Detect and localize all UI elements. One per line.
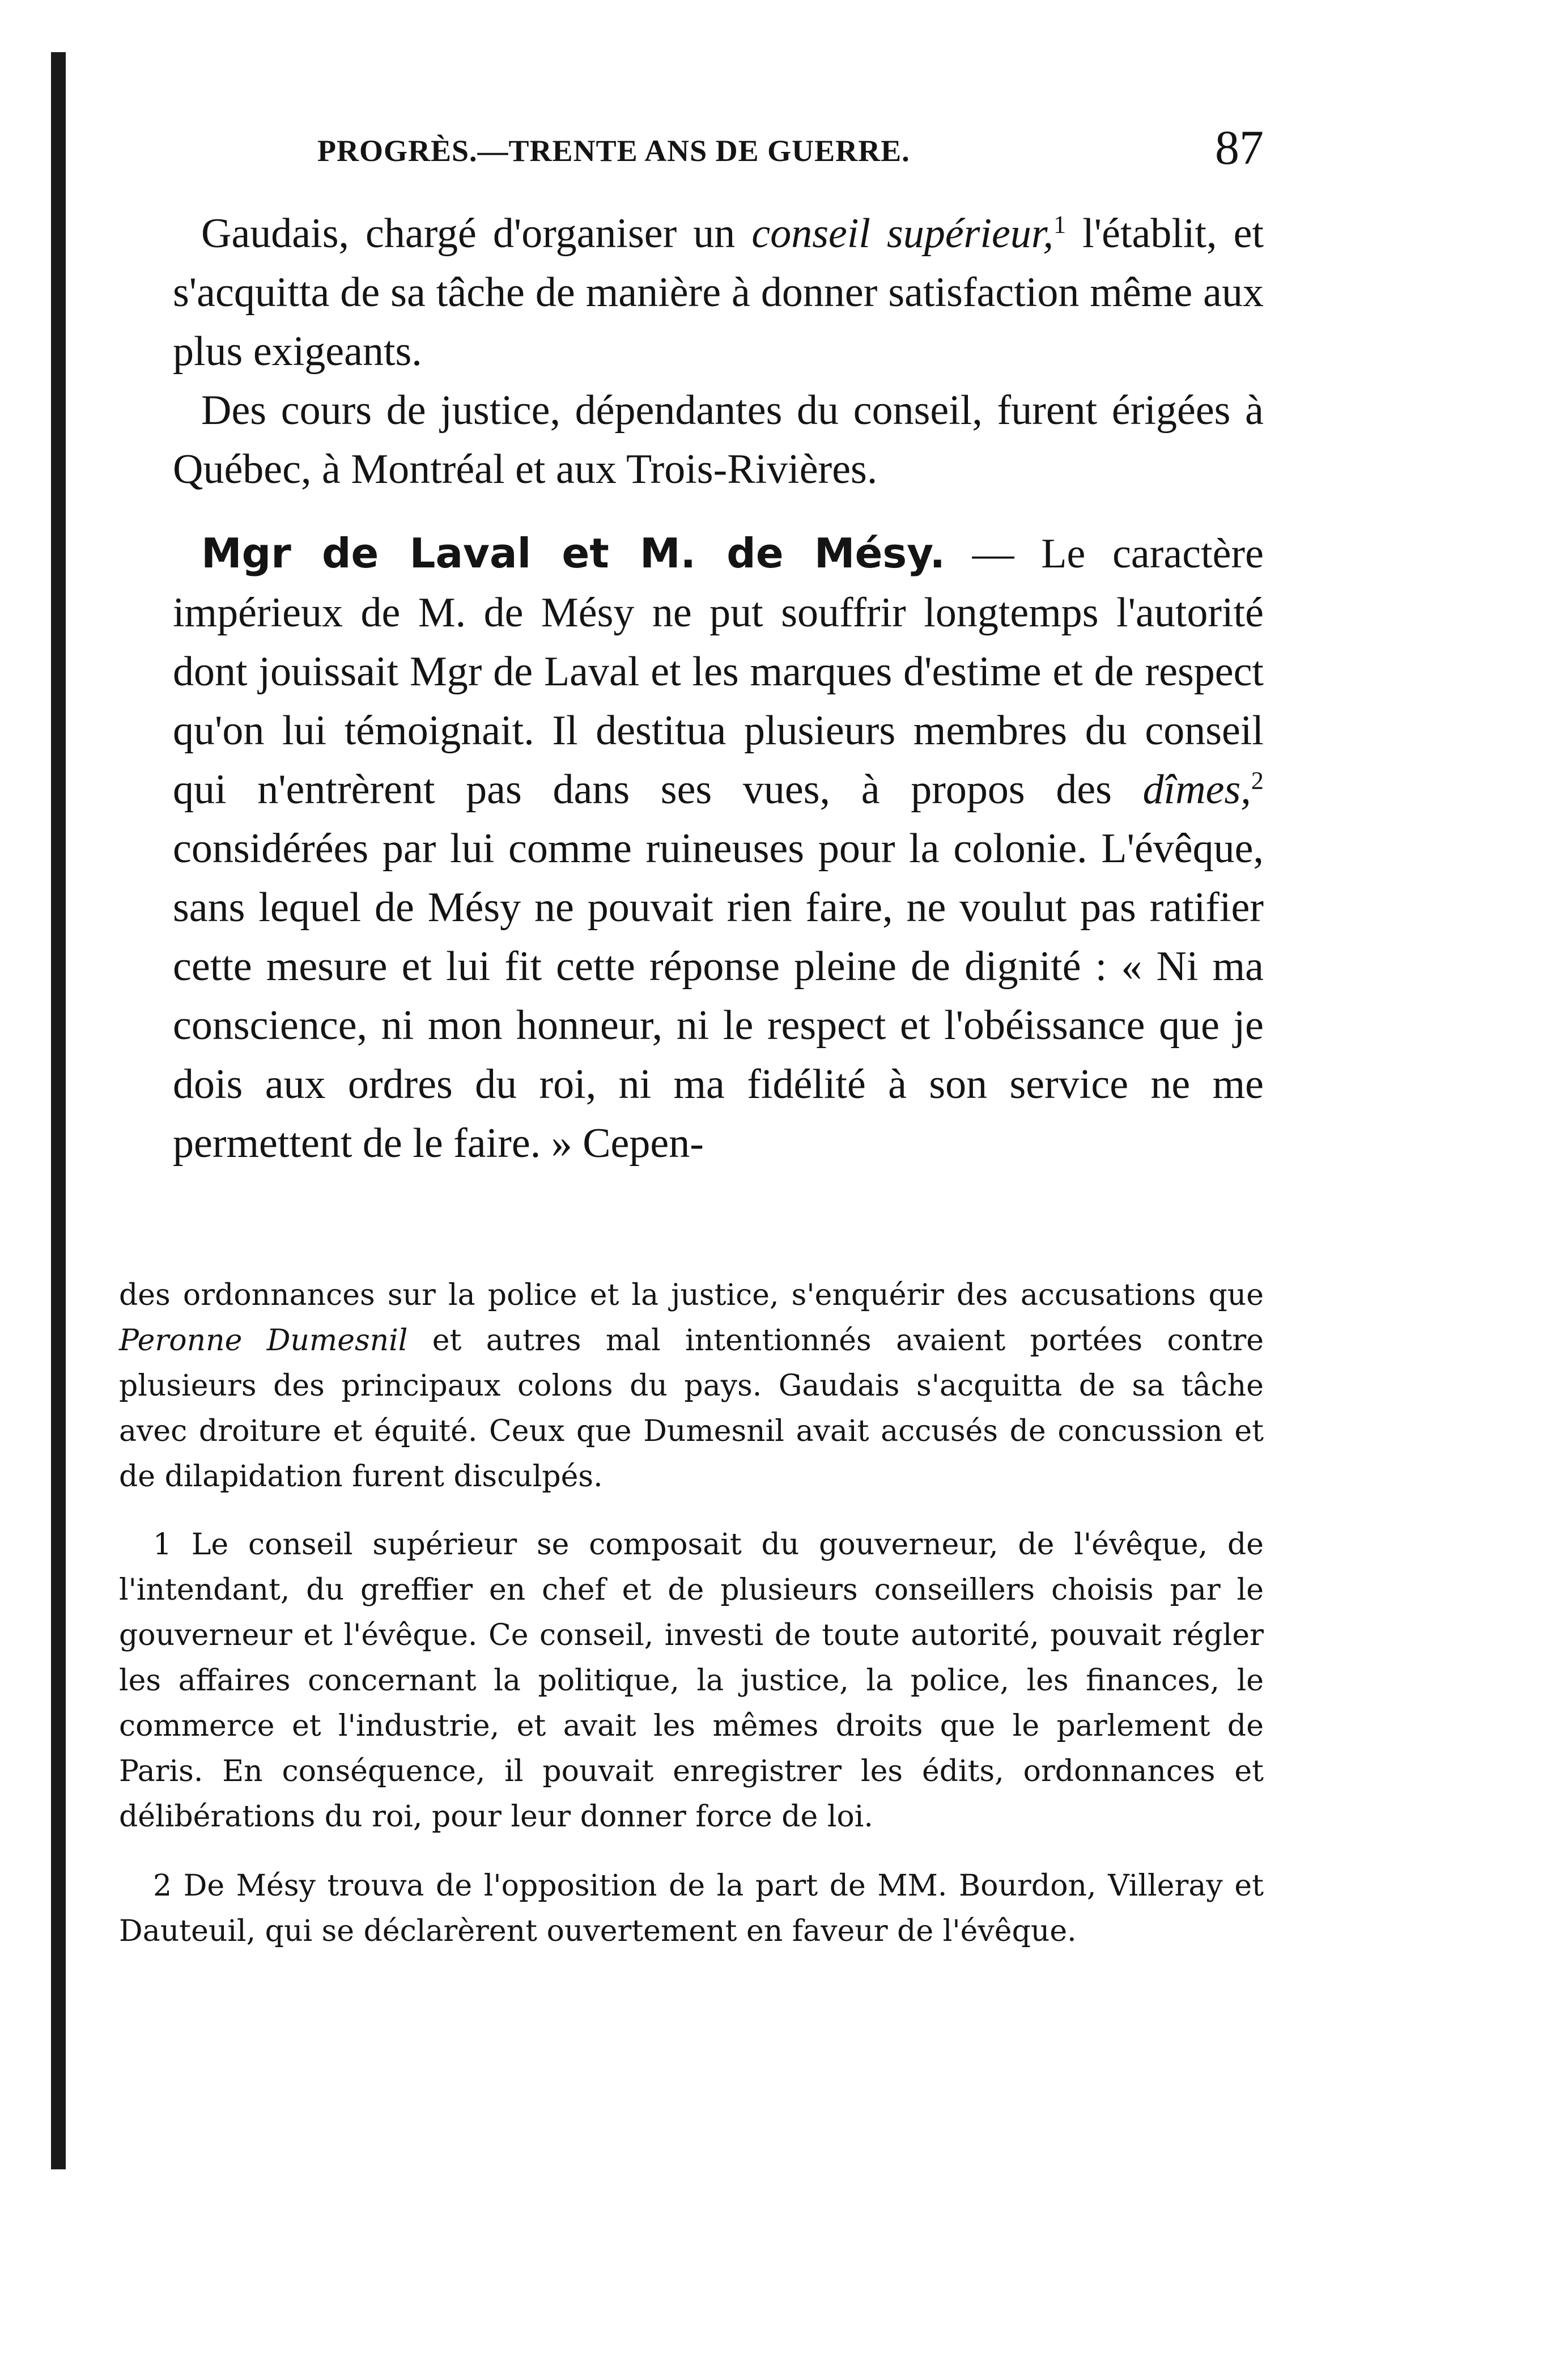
section-heading: Mgr de Laval et M. de Mésy.: [201, 529, 945, 577]
footnote-text: des ordonnances sur la police et la justice, s'enquérir des accusations que: [119, 1278, 1264, 1312]
footnote-2: [119, 1863, 1264, 1954]
page-edge-bar: [51, 52, 66, 2169]
footnote-number: 2: [153, 1869, 172, 1903]
paragraph-text: considérées par lui comme ruineuses pour la colonie. L'évêque, sans lequel de Mésy ne pouvait rien faire, ne voulut pas ratifier cette mesure et lui fit cette réponse pleine de dignité : « Ni ma conscience, ni mon honneur, ni le respect et l'obéissance que je dois aux ordres du roi, ni ma fidélité à son service ne me permettent de le faire. » Cepen-: [173, 825, 1264, 1167]
paragraph-laval-mesy: [173, 524, 1264, 1173]
paragraph-text: l'établit, et s'acquitta de sa tâche de manière à donner satisfaction même aux plus exigeants.: [173, 210, 1264, 375]
footnote-continued: [119, 1273, 1264, 1499]
footnotes: [119, 1273, 1264, 1954]
emphasis-dimes: dîmes,: [1142, 766, 1251, 813]
main-text: [173, 204, 1264, 1173]
footnote-ref-1: 1: [1053, 210, 1066, 239]
footnote-text: et autres mal intentionnés avaient portées contre plusieurs des principaux colons du pays. Gaudais s'acquitta de sa tâche avec droiture et équité. Ceux que Dumesnil avait accusés de concussion et de dilapidation furent disculpés.: [119, 1324, 1264, 1494]
emphasis-peronne-dumesnil: Peronne Dumesnil: [119, 1324, 408, 1358]
page-number: 87: [1215, 120, 1264, 175]
running-head: PROGRÈS.—TRENTE ANS DE GUERRE.: [317, 134, 910, 168]
footnote-ref-2: 2: [1251, 766, 1264, 795]
emphasis-conseil-superieur: conseil supérieur,: [751, 210, 1053, 257]
paragraph-gaudais: [173, 204, 1264, 381]
paragraph-text: — Le caractère impérieux de M. de Mésy ne put souffrir longtemps l'autorité dont jouissait Mgr de Laval et les marques d'estime et de respect qu'on lui témoignait. Il destitua plusieurs membres du conseil qui n'entrèrent pas dans ses vues, à propos des: [173, 531, 1264, 813]
footnote-1: [119, 1522, 1264, 1839]
footnote-text: De Mésy trouva de l'opposition de la part de MM. Bourdon, Villeray et Dauteuil, qui se déclarèrent ouvertement en faveur de l'évêque.: [119, 1869, 1264, 1948]
paragraph-cours-de-justice: Des cours de justice, dépendantes du conseil, furent érigées à Québec, à Montréal et aux Trois-Rivières.: [173, 387, 1264, 493]
page-header: [306, 116, 1264, 179]
footnote-number: 1: [153, 1528, 172, 1562]
paragraph-text: Gaudais, chargé d'organiser un: [201, 210, 752, 257]
footnote-text: Le conseil supérieur se composait du gouverneur, de l'évêque, de l'intendant, du greffier en chef et de plusieurs conseillers choisis par le gouverneur et l'évêque. Ce conseil, investi de toute autorité, pouvait régler les affaires concernant la politique, la justice, la police, les finances, le commerce et l'industrie, et avait les mêmes droits que le parlement de Paris. En conséquence, il pouvait enregistrer les édits, ordonnances et délibérations du roi, pour leur donner force de loi.: [119, 1528, 1264, 1834]
